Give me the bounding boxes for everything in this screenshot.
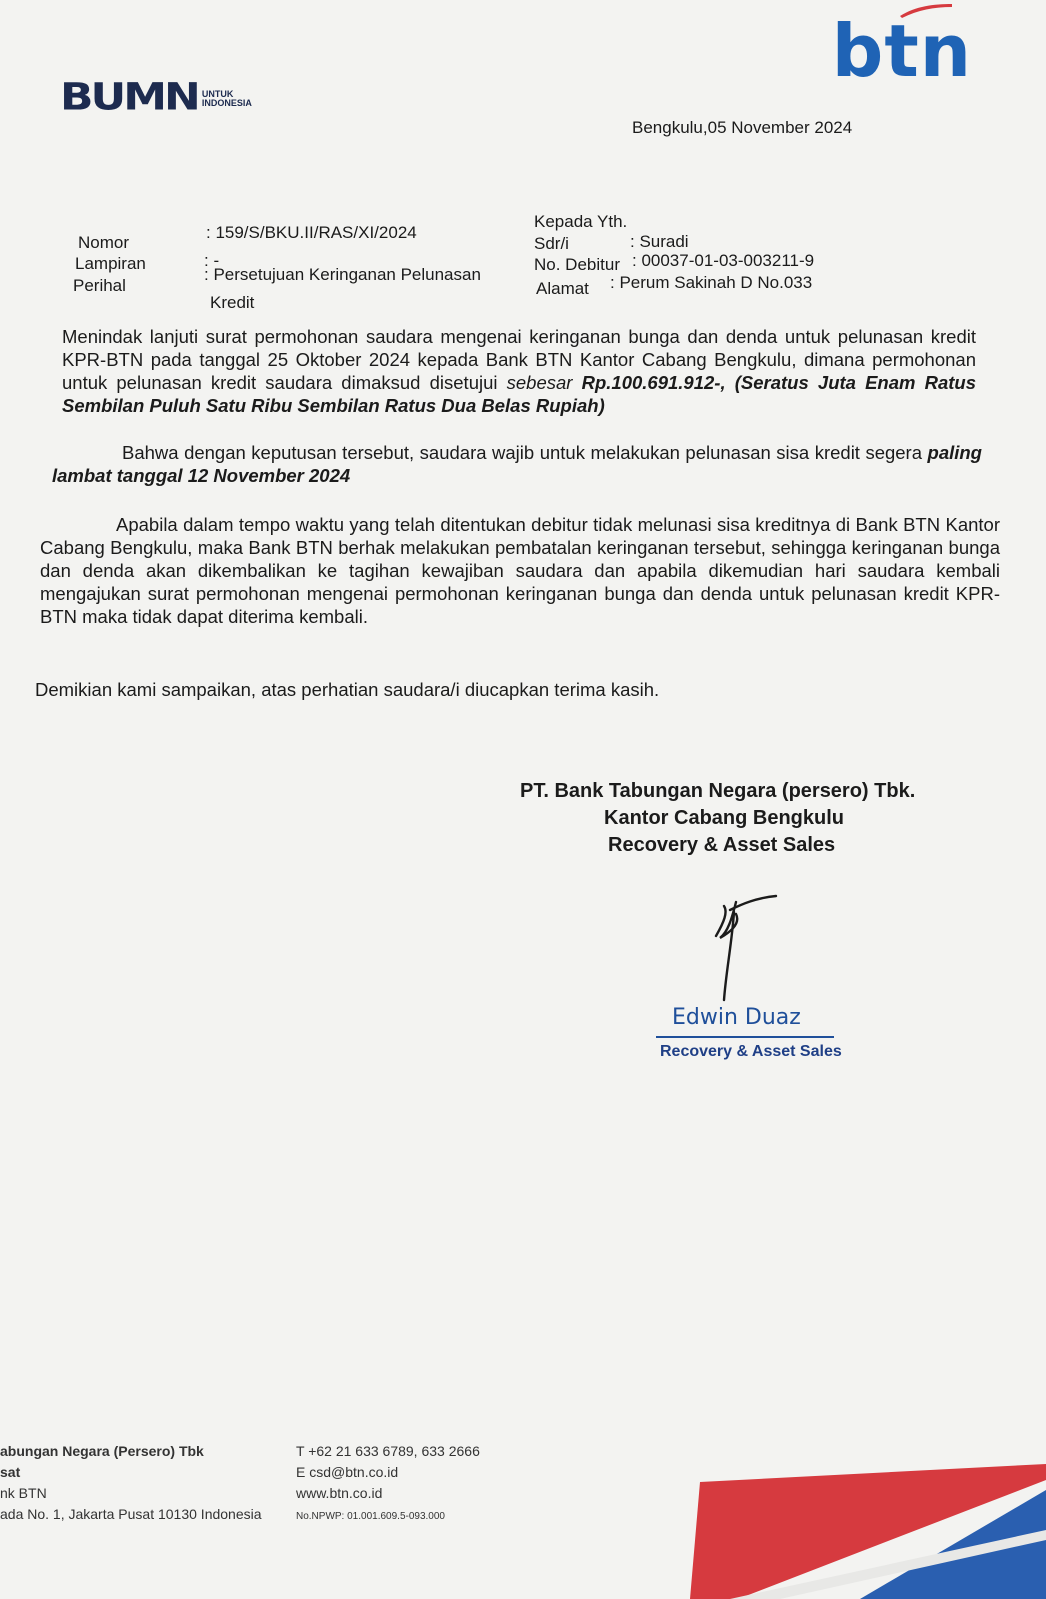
footer-line2: sat bbox=[0, 1464, 21, 1480]
signatory-name: Edwin Duaz bbox=[672, 1005, 801, 1030]
sdr-value: : Suradi bbox=[630, 232, 689, 251]
bumn-logo bbox=[60, 75, 252, 119]
bumn-sub-1: UNTUK bbox=[201, 89, 234, 99]
signature-underline bbox=[656, 1036, 834, 1038]
paragraph-1-text: Menindak lanjuti surat permohonan saudara mengenai keringanan bunga dan denda untuk pelunasan kredit KPR-BTN pada tanggal 25 Oktober 2024 kepada Bank BTN Kantor Cabang Bengkulu, dimana permohonan untuk pelunasan kredit saudara dimaksud disetujui bbox=[62, 326, 976, 393]
debitur-label: No. Debitur bbox=[534, 255, 620, 274]
footer-npwp: No.NPWP: 01.001.609.5-093.000 bbox=[296, 1511, 445, 1522]
bumn-sub-2: INDONESIA bbox=[201, 98, 252, 108]
nomor-label: Nomor bbox=[78, 233, 130, 252]
paragraph-1 bbox=[62, 325, 976, 417]
corner-decoration-icon bbox=[690, 1460, 1046, 1599]
paragraph-2 bbox=[52, 441, 982, 487]
footer-phone: T +62 21 633 6789, 633 2666 bbox=[296, 1443, 480, 1459]
footer-right bbox=[296, 1441, 480, 1527]
sdr-label: Sdr/i bbox=[534, 234, 569, 253]
footer-line3: nk BTN bbox=[0, 1485, 47, 1501]
nomor-value: : 159/S/BKU.II/RAS/XI/2024 bbox=[206, 223, 417, 242]
bumn-mark: BUMN bbox=[60, 75, 198, 119]
kepada-yth: Kepada Yth. bbox=[534, 212, 628, 231]
paragraph-3: Apabila dalam tempo waktu yang telah ditentukan debitur tidak melunasi sisa kreditnya di Bank BTN Kantor Cabang Bengkulu, maka Bank BTN berhak melakukan pembatalan keringanan tersebut, sehingga keringanan bunga dan denda akan dikembalikan ke tagihan kewajiban saudara dan apabila dikemudian hari saudara kembali mengajukan surat permohonan mengenai permohonan keringanan bunga dan denda untuk pelunasan kredit KPR-BTN maka tidak dapat diterima kembali. bbox=[40, 514, 1000, 627]
bumn-sub bbox=[202, 90, 252, 112]
perihal-value-1: : Persetujuan Keringanan Pelunasan bbox=[204, 265, 481, 284]
lampiran-value: : - bbox=[204, 251, 220, 270]
paragraph-2-text: Bahwa dengan keputusan tersebut, saudara wajib untuk melakukan pelunasan sisa kredit segera bbox=[122, 442, 928, 463]
footer-email: E csd@btn.co.id bbox=[296, 1464, 399, 1480]
signatory-block bbox=[520, 778, 915, 859]
btn-logo: btn bbox=[831, 9, 972, 93]
debitur-value: : 00037-01-03-003211-9 bbox=[632, 251, 815, 270]
footer-company: abungan Negara (Persero) Tbk bbox=[0, 1443, 204, 1459]
signatory-company: PT. Bank Tabungan Negara (persero) Tbk. bbox=[520, 780, 916, 802]
footer-web: www.btn.co.id bbox=[296, 1485, 383, 1501]
alamat-value: : Perum Sakinah D No.033 bbox=[610, 273, 813, 292]
perihal-label: Perihal bbox=[73, 276, 126, 295]
signatory-branch: Kantor Cabang Bengkulu bbox=[604, 807, 845, 829]
signatory-unit: Recovery & Asset Sales bbox=[608, 834, 836, 856]
paragraph-1-amount: Rp.100.691.912-, (Seratus Juta Enam Ratus Sembilan Puluh Satu Ribu Sembilan Ratus Dua Belas Rupiah) bbox=[62, 372, 976, 416]
alamat-label: Alamat bbox=[536, 279, 589, 298]
signatory-title: Recovery & Asset Sales bbox=[660, 1043, 842, 1060]
footer-address: ada No. 1, Jakarta Pusat 10130 Indonesia bbox=[0, 1506, 262, 1522]
place-date: Bengkulu,05 November 2024 bbox=[632, 118, 853, 137]
perihal-value-2: Kredit bbox=[210, 293, 255, 312]
signature-scribble-icon bbox=[706, 892, 786, 1004]
closing-line: Demikian kami sampaikan, atas perhatian saudara/i diucapkan terima kasih. bbox=[35, 679, 660, 700]
footer-left bbox=[0, 1441, 262, 1525]
paragraph-1-sebesar: sebesar bbox=[506, 372, 582, 393]
lampiran-label: Lampiran bbox=[75, 254, 146, 273]
paragraph-2-deadline: paling lambat tanggal 12 November 2024 bbox=[52, 442, 982, 486]
